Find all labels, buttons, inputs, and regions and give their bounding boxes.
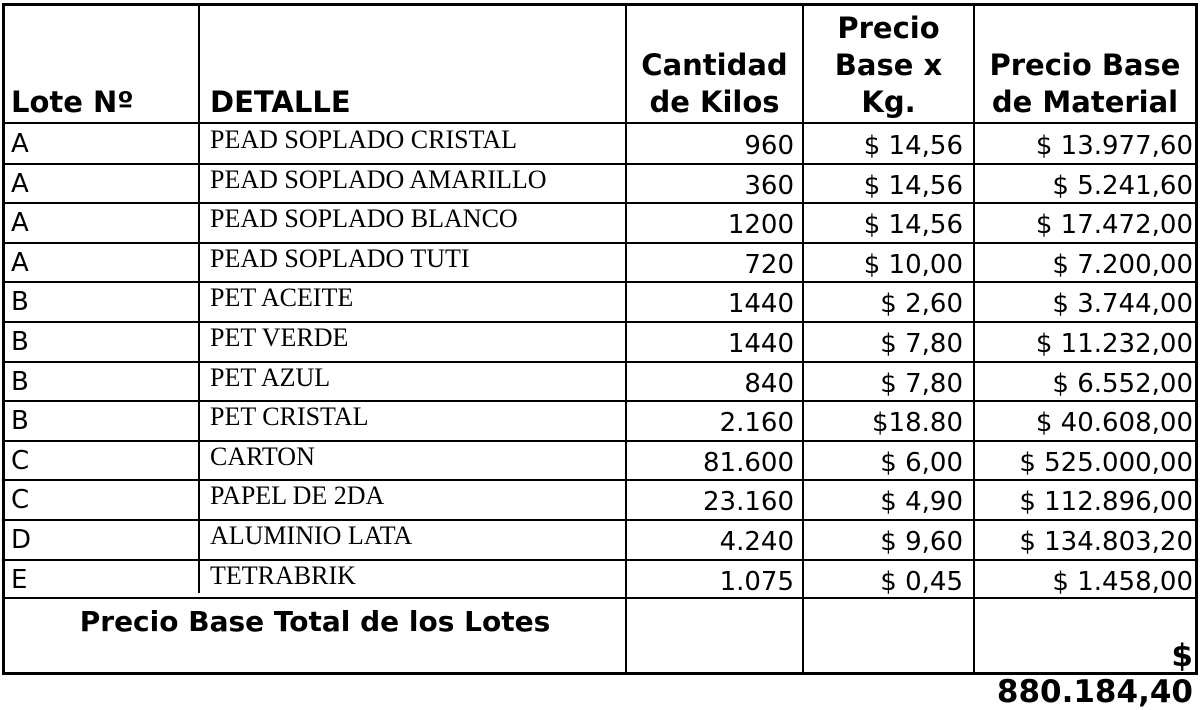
row-divider xyxy=(5,479,1195,481)
cell-lote: A xyxy=(11,247,29,278)
row-divider xyxy=(5,242,1195,244)
cell-precio-material: $ 5.241,60 xyxy=(1052,170,1193,201)
cell-precio-material: $ 17.472,00 xyxy=(1035,210,1193,241)
cell-precio-kg: $ 6,00 xyxy=(880,447,963,478)
cell-cantidad: 720 xyxy=(744,249,794,280)
cell-cantidad: 2.160 xyxy=(719,408,794,439)
cell-cantidad: 840 xyxy=(744,368,794,399)
cell-detalle: PET CRISTAL xyxy=(210,402,369,432)
cell-precio-kg: $18.80 xyxy=(872,408,963,439)
price-table xyxy=(2,3,1198,710)
cell-precio-material: $ 3.744,00 xyxy=(1052,289,1193,320)
cell-lote: B xyxy=(11,406,29,437)
row-divider xyxy=(5,559,1195,561)
cell-precio-material: $ 11.232,00 xyxy=(1035,329,1193,359)
header-precio-material-line2: de Material xyxy=(991,85,1179,119)
cell-lote: B xyxy=(11,366,29,397)
cell-precio-kg: $ 2,60 xyxy=(880,289,963,320)
header-precio-material-line1: Precio Base xyxy=(989,48,1181,82)
cell-cantidad: 360 xyxy=(744,170,794,201)
total-label: Precio Base Total de los Lotes xyxy=(79,605,551,638)
cell-cantidad: 1200 xyxy=(727,210,794,241)
header-cantidad-line2: de Kilos xyxy=(649,85,780,119)
cell-lote: A xyxy=(11,208,29,239)
header-precio-material xyxy=(975,47,1195,121)
row-divider xyxy=(5,321,1195,323)
cell-precio-kg: $ 10,00 xyxy=(863,249,963,280)
cell-detalle: PET ACEITE xyxy=(210,283,354,313)
cell-precio-kg: $ 0,45 xyxy=(880,566,963,597)
cell-cantidad: 23.160 xyxy=(703,487,794,518)
cell-precio-kg: $ 4,90 xyxy=(880,487,963,518)
cell-precio-kg: $ 7,80 xyxy=(880,329,963,359)
cell-precio-material: $ 134.803,20 xyxy=(1019,527,1193,557)
row-divider xyxy=(5,361,1195,363)
row-divider xyxy=(5,400,1195,402)
cell-precio-material: $ 7.200,00 xyxy=(1052,249,1193,280)
cell-precio-kg: $ 7,80 xyxy=(880,368,963,399)
cell-precio-kg: $ 14,56 xyxy=(863,210,963,241)
header-cantidad xyxy=(627,47,802,121)
header-detalle: DETALLE xyxy=(210,85,351,119)
cell-cantidad: 1440 xyxy=(727,289,794,320)
cell-precio-material: $ 6.552,00 xyxy=(1052,368,1193,399)
total-value: $ 880.184,40 xyxy=(996,638,1193,710)
cell-precio-kg: $ 9,60 xyxy=(880,527,963,557)
cell-lote: A xyxy=(11,129,29,159)
row-divider xyxy=(5,519,1195,521)
cell-precio-material: $ 13.977,60 xyxy=(1035,131,1193,161)
cell-detalle: CARTON xyxy=(210,441,315,471)
cell-detalle: PEAD SOPLADO CRISTAL xyxy=(210,125,518,154)
cell-lote: B xyxy=(11,287,29,318)
cell-cantidad: 4.240 xyxy=(719,527,794,557)
cell-precio-kg: $ 14,56 xyxy=(863,131,963,161)
cell-cantidad: 81.600 xyxy=(703,447,794,478)
row-divider xyxy=(5,163,1195,165)
cell-lote: A xyxy=(11,168,29,199)
cell-lote: C xyxy=(11,485,30,516)
cell-cantidad: 1440 xyxy=(727,329,794,359)
cell-detalle: PET AZUL xyxy=(210,362,331,392)
cell-lote: B xyxy=(11,327,29,357)
cell-lote: E xyxy=(11,564,28,595)
header-precio-kg-line3: Kg. xyxy=(861,85,916,119)
cell-detalle: TETRABRIK xyxy=(210,560,356,590)
header-precio-kg-line1: Precio xyxy=(837,11,940,45)
header-precio-kg xyxy=(804,10,973,121)
cell-precio-kg: $ 14,56 xyxy=(863,170,963,201)
row-divider xyxy=(5,202,1195,204)
cell-detalle: PAPEL DE 2DA xyxy=(210,481,385,511)
row-divider xyxy=(5,440,1195,442)
cell-precio-material: $ 525.000,00 xyxy=(1019,447,1193,478)
cell-detalle: PEAD SOPLADO BLANCO xyxy=(210,204,518,234)
cell-detalle: PEAD SOPLADO AMARILLO xyxy=(210,164,547,194)
cell-lote: D xyxy=(11,525,32,555)
cell-precio-material: $ 112.896,00 xyxy=(1019,487,1193,518)
cell-detalle: PEAD SOPLADO TUTI xyxy=(210,243,470,273)
row-divider xyxy=(5,281,1195,283)
cell-cantidad: 1.075 xyxy=(719,566,794,597)
cell-precio-material: $ 40.608,00 xyxy=(1035,408,1193,439)
header-cantidad-line1: Cantidad xyxy=(641,48,788,82)
cell-cantidad: 960 xyxy=(744,131,794,161)
cell-detalle: PET VERDE xyxy=(210,323,349,352)
header-precio-kg-line2: Base x xyxy=(834,48,943,82)
header-lote: Lote Nº xyxy=(11,85,134,119)
cell-detalle: ALUMINIO LATA xyxy=(210,521,413,550)
cell-lote: C xyxy=(11,445,30,476)
cell-precio-material: $ 1.458,00 xyxy=(1052,566,1193,597)
